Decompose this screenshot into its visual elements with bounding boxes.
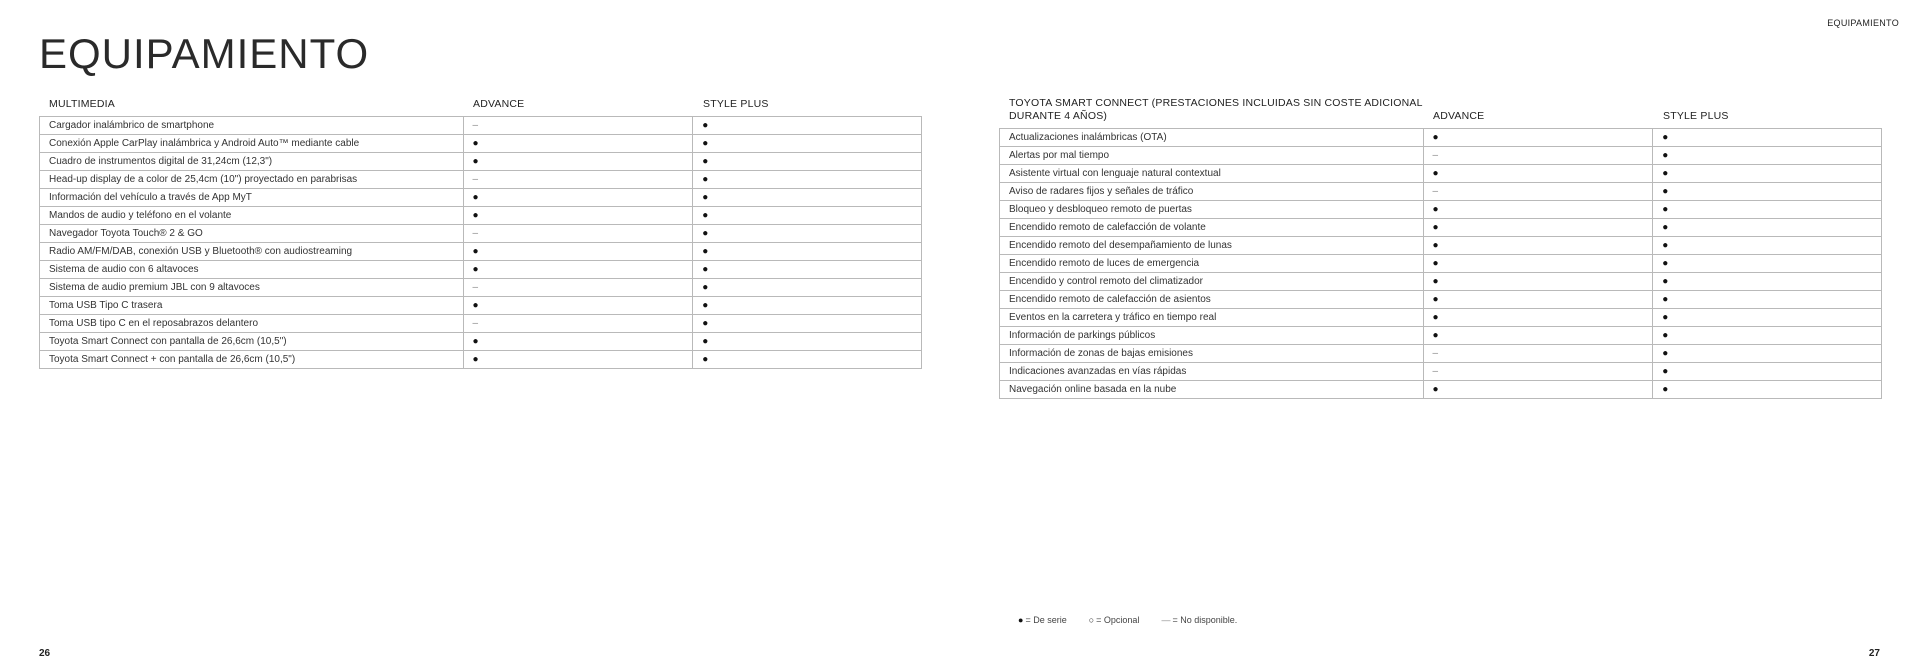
style-plus-cell	[1653, 291, 1882, 308]
feature-cell	[40, 279, 464, 296]
standard-mark: ●	[472, 156, 479, 167]
advance-cell	[464, 117, 694, 134]
feature-label: Encendido y control remoto del climatizador	[1009, 276, 1203, 287]
standard-mark: ●	[1432, 258, 1439, 269]
standard-mark: ●	[1662, 240, 1669, 251]
feature-cell	[40, 315, 464, 332]
standard-mark: ●	[1662, 312, 1669, 323]
feature-cell	[1000, 237, 1424, 254]
advance-cell	[464, 153, 694, 170]
feature-label: Encendido remoto del desempañamiento de lunas	[1009, 240, 1232, 251]
feature-cell	[1000, 255, 1424, 272]
legend-item-not-available	[1161, 615, 1237, 625]
table-row	[40, 315, 922, 333]
standard-mark: ●	[1662, 330, 1669, 341]
feature-cell	[1000, 309, 1424, 326]
column-header-feature: MULTIMEDIA	[49, 98, 115, 110]
standard-mark: ●	[702, 282, 709, 293]
feature-label: Alertas por mal tiempo	[1009, 150, 1110, 161]
legend-label: = Opcional	[1096, 615, 1140, 625]
legend	[1018, 615, 1259, 625]
table-row	[1000, 165, 1882, 183]
advance-cell	[1424, 273, 1654, 290]
standard-mark: ●	[1662, 348, 1669, 359]
feature-label: Toyota Smart Connect + con pantalla de 26,6cm (10,5")	[49, 354, 296, 365]
advance-cell	[1424, 219, 1654, 236]
standard-mark: ●	[1662, 222, 1669, 233]
advance-cell	[464, 189, 694, 206]
standard-mark: ●	[1432, 312, 1439, 323]
table-row	[1000, 381, 1882, 399]
column-header-advance: ADVANCE	[473, 98, 525, 110]
table-row	[1000, 255, 1882, 273]
feature-label: Conexión Apple CarPlay inalámbrica y Android Auto™ mediante cable	[49, 138, 360, 149]
advance-cell	[464, 315, 694, 332]
standard-mark: ●	[702, 300, 709, 311]
filled-dot-icon: ●	[1018, 615, 1024, 625]
feature-cell	[40, 243, 464, 260]
style-plus-cell	[693, 117, 922, 134]
standard-mark: ●	[702, 156, 709, 167]
feature-label: Encendido remoto de calefacción de volante	[1009, 222, 1206, 233]
feature-cell	[40, 225, 464, 242]
table-row	[40, 225, 922, 243]
running-header: EQUIPAMIENTO	[1827, 18, 1899, 28]
advance-cell	[1424, 147, 1654, 164]
advance-cell	[464, 207, 694, 224]
feature-cell	[40, 351, 464, 368]
feature-label: Encendido remoto de luces de emergencia	[1009, 258, 1200, 269]
standard-mark: ●	[702, 354, 709, 365]
style-plus-cell	[1653, 363, 1882, 380]
style-plus-cell	[1653, 255, 1882, 272]
table-row	[1000, 147, 1882, 165]
table-row	[1000, 363, 1882, 381]
table-row	[1000, 345, 1882, 363]
feature-label: Eventos en la carretera y tráfico en tiempo real	[1009, 312, 1217, 323]
table-row	[40, 153, 922, 171]
column-header-style-plus: STYLE PLUS	[703, 98, 769, 110]
feature-label: Encendido remoto de calefacción de asientos	[1009, 294, 1211, 305]
table-row	[40, 243, 922, 261]
not-available-mark: –	[1432, 186, 1439, 197]
not-available-mark: –	[1432, 150, 1439, 161]
table-row	[40, 297, 922, 315]
table-row	[1000, 219, 1882, 237]
standard-mark: ●	[1432, 240, 1439, 251]
standard-mark: ●	[702, 336, 709, 347]
advance-cell	[1424, 309, 1654, 326]
standard-mark: ●	[472, 264, 479, 275]
style-plus-cell	[1653, 219, 1882, 236]
table-row	[1000, 327, 1882, 345]
advance-cell	[1424, 129, 1654, 146]
feature-label: Aviso de radares fijos y señales de tráfico	[1009, 186, 1194, 197]
feature-cell	[1000, 165, 1424, 182]
table-row	[40, 189, 922, 207]
feature-label: Información de parkings públicos	[1009, 330, 1156, 341]
column-header-advance: ADVANCE	[1433, 110, 1485, 122]
advance-cell	[1424, 237, 1654, 254]
feature-cell	[1000, 147, 1424, 164]
feature-cell	[1000, 219, 1424, 236]
dash-icon: —	[1161, 615, 1171, 625]
not-available-mark: –	[472, 228, 479, 239]
standard-mark: ●	[1662, 204, 1669, 215]
style-plus-cell	[693, 261, 922, 278]
advance-cell	[1424, 381, 1654, 398]
style-plus-cell	[1653, 309, 1882, 326]
standard-mark: ●	[1432, 330, 1439, 341]
style-plus-cell	[693, 351, 922, 368]
feature-cell	[40, 297, 464, 314]
style-plus-cell	[1653, 345, 1882, 362]
style-plus-cell	[693, 207, 922, 224]
standard-mark: ●	[1432, 204, 1439, 215]
table-row	[40, 333, 922, 351]
style-plus-cell	[693, 243, 922, 260]
feature-cell	[1000, 201, 1424, 218]
advance-cell	[1424, 291, 1654, 308]
feature-label: Información del vehículo a través de App MyT	[49, 192, 252, 203]
table-row	[1000, 309, 1882, 327]
advance-cell	[1424, 327, 1654, 344]
standard-mark: ●	[702, 246, 709, 257]
legend-label: = No disponible.	[1172, 615, 1238, 625]
advance-cell	[1424, 255, 1654, 272]
feature-label: Cargador inalámbrico de smartphone	[49, 120, 215, 131]
feature-cell	[40, 261, 464, 278]
table-row	[40, 351, 922, 369]
feature-cell	[40, 135, 464, 152]
advance-cell	[464, 279, 694, 296]
not-available-mark: –	[1432, 348, 1439, 359]
smart-connect-table-header	[999, 96, 1882, 128]
open-circle-icon: ○	[1088, 615, 1095, 625]
standard-mark: ●	[472, 246, 479, 257]
feature-cell	[1000, 291, 1424, 308]
standard-mark: ●	[1432, 294, 1439, 305]
not-available-mark: –	[472, 318, 479, 329]
standard-mark: ●	[1662, 258, 1669, 269]
not-available-mark: –	[1432, 366, 1439, 377]
table-row	[1000, 129, 1882, 147]
style-plus-cell	[693, 315, 922, 332]
legend-item-optional	[1089, 615, 1140, 625]
advance-cell	[464, 225, 694, 242]
table-row	[1000, 291, 1882, 309]
style-plus-cell	[1653, 273, 1882, 290]
feature-cell	[40, 117, 464, 134]
standard-mark: ●	[702, 210, 709, 221]
advance-cell	[1424, 363, 1654, 380]
table-row	[1000, 201, 1882, 219]
feature-cell	[40, 153, 464, 170]
advance-cell	[464, 261, 694, 278]
style-plus-cell	[693, 135, 922, 152]
feature-label: Radio AM/FM/DAB, conexión USB y Bluetooth® con audiostreaming	[49, 246, 353, 257]
feature-cell	[1000, 345, 1424, 362]
standard-mark: ●	[472, 354, 479, 365]
advance-cell	[464, 333, 694, 350]
feature-cell	[40, 333, 464, 350]
feature-cell	[40, 189, 464, 206]
feature-label: Información de zonas de bajas emisiones	[1009, 348, 1193, 359]
style-plus-cell	[1653, 201, 1882, 218]
feature-label: Sistema de audio con 6 altavoces	[49, 264, 199, 275]
standard-mark: ●	[702, 318, 709, 329]
column-header-feature: TOYOTA SMART CONNECT (PRESTACIONES INCLUIDAS SIN COSTE ADICIONAL DURANTE 4 AÑOS)	[1009, 97, 1423, 122]
advance-cell	[464, 171, 694, 188]
style-plus-cell	[693, 189, 922, 206]
standard-mark: ●	[702, 138, 709, 149]
feature-cell	[40, 171, 464, 188]
standard-mark: ●	[702, 174, 709, 185]
standard-mark: ●	[1432, 276, 1439, 287]
standard-mark: ●	[702, 264, 709, 275]
smart-connect-table-body	[999, 128, 1882, 399]
table-row	[1000, 273, 1882, 291]
table-row	[40, 279, 922, 297]
style-plus-cell	[1653, 183, 1882, 200]
standard-mark: ●	[1662, 150, 1669, 161]
standard-mark: ●	[472, 336, 479, 347]
page-title: EQUIPAMIENTO	[39, 30, 370, 77]
advance-cell	[464, 351, 694, 368]
style-plus-cell	[693, 225, 922, 242]
multimedia-table-header	[39, 96, 922, 116]
feature-label: Bloqueo y desbloqueo remoto de puertas	[1009, 204, 1192, 215]
advance-cell	[464, 243, 694, 260]
advance-cell	[464, 297, 694, 314]
standard-mark: ●	[1662, 276, 1669, 287]
feature-cell	[40, 207, 464, 224]
standard-mark: ●	[1662, 294, 1669, 305]
style-plus-cell	[1653, 237, 1882, 254]
standard-mark: ●	[1432, 168, 1439, 179]
table-row	[1000, 183, 1882, 201]
feature-label: Navegación online basada en la nube	[1009, 384, 1177, 395]
standard-mark: ●	[1662, 366, 1669, 377]
advance-cell	[1424, 345, 1654, 362]
multimedia-table	[39, 96, 922, 369]
style-plus-cell	[1653, 381, 1882, 398]
legend-label: = De serie	[1025, 615, 1067, 625]
table-row	[40, 207, 922, 225]
standard-mark: ●	[472, 300, 479, 311]
feature-cell	[1000, 327, 1424, 344]
style-plus-cell	[693, 171, 922, 188]
feature-label: Sistema de audio premium JBL con 9 altavoces	[49, 282, 260, 293]
standard-mark: ●	[1662, 168, 1669, 179]
style-plus-cell	[693, 153, 922, 170]
advance-cell	[1424, 165, 1654, 182]
style-plus-cell	[1653, 165, 1882, 182]
table-row	[40, 261, 922, 279]
table-row	[1000, 237, 1882, 255]
feature-label: Mandos de audio y teléfono en el volante	[49, 210, 232, 221]
feature-label: Head-up display de a color de 25,4cm (10") proyectado en parabrisas	[49, 174, 358, 185]
feature-cell	[1000, 363, 1424, 380]
feature-label: Toma USB tipo C en el reposabrazos delantero	[49, 318, 259, 329]
table-row	[40, 135, 922, 153]
page-number-right: 27	[1868, 648, 1880, 659]
column-header-style-plus: STYLE PLUS	[1663, 110, 1729, 122]
standard-mark: ●	[1662, 132, 1669, 143]
advance-cell	[464, 135, 694, 152]
multimedia-table-body	[39, 116, 922, 369]
standard-mark: ●	[472, 210, 479, 221]
standard-mark: ●	[702, 192, 709, 203]
standard-mark: ●	[1432, 222, 1439, 233]
feature-label: Asistente virtual con lenguaje natural contextual	[1009, 168, 1221, 179]
feature-label: Indicaciones avanzadas en vías rápidas	[1009, 366, 1187, 377]
advance-cell	[1424, 183, 1654, 200]
feature-label: Navegador Toyota Touch® 2 & GO	[49, 228, 203, 239]
feature-label: Cuadro de instrumentos digital de 31,24cm (12,3")	[49, 156, 273, 167]
feature-label: Actualizaciones inalámbricas (OTA)	[1009, 132, 1167, 143]
feature-cell	[1000, 381, 1424, 398]
style-plus-cell	[1653, 129, 1882, 146]
not-available-mark: –	[472, 120, 479, 131]
not-available-mark: –	[472, 174, 479, 185]
feature-cell	[1000, 273, 1424, 290]
table-row	[40, 171, 922, 189]
style-plus-cell	[1653, 147, 1882, 164]
standard-mark: ●	[1432, 384, 1439, 395]
page-number-left: 26	[39, 648, 51, 659]
standard-mark: ●	[472, 138, 479, 149]
feature-label: Toma USB Tipo C trasera	[49, 300, 163, 311]
feature-cell	[1000, 183, 1424, 200]
standard-mark: ●	[702, 228, 709, 239]
style-plus-cell	[693, 279, 922, 296]
not-available-mark: –	[472, 282, 479, 293]
feature-cell	[1000, 129, 1424, 146]
standard-mark: ●	[702, 120, 709, 131]
standard-mark: ●	[472, 192, 479, 203]
feature-label: Toyota Smart Connect con pantalla de 26,6cm (10,5")	[49, 336, 287, 347]
style-plus-cell	[693, 333, 922, 350]
table-row	[40, 117, 922, 135]
advance-cell	[1424, 201, 1654, 218]
standard-mark: ●	[1432, 132, 1439, 143]
legend-item-standard	[1018, 615, 1067, 625]
smart-connect-table	[999, 96, 1882, 399]
standard-mark: ●	[1662, 384, 1669, 395]
style-plus-cell	[1653, 327, 1882, 344]
standard-mark: ●	[1662, 186, 1669, 197]
style-plus-cell	[693, 297, 922, 314]
